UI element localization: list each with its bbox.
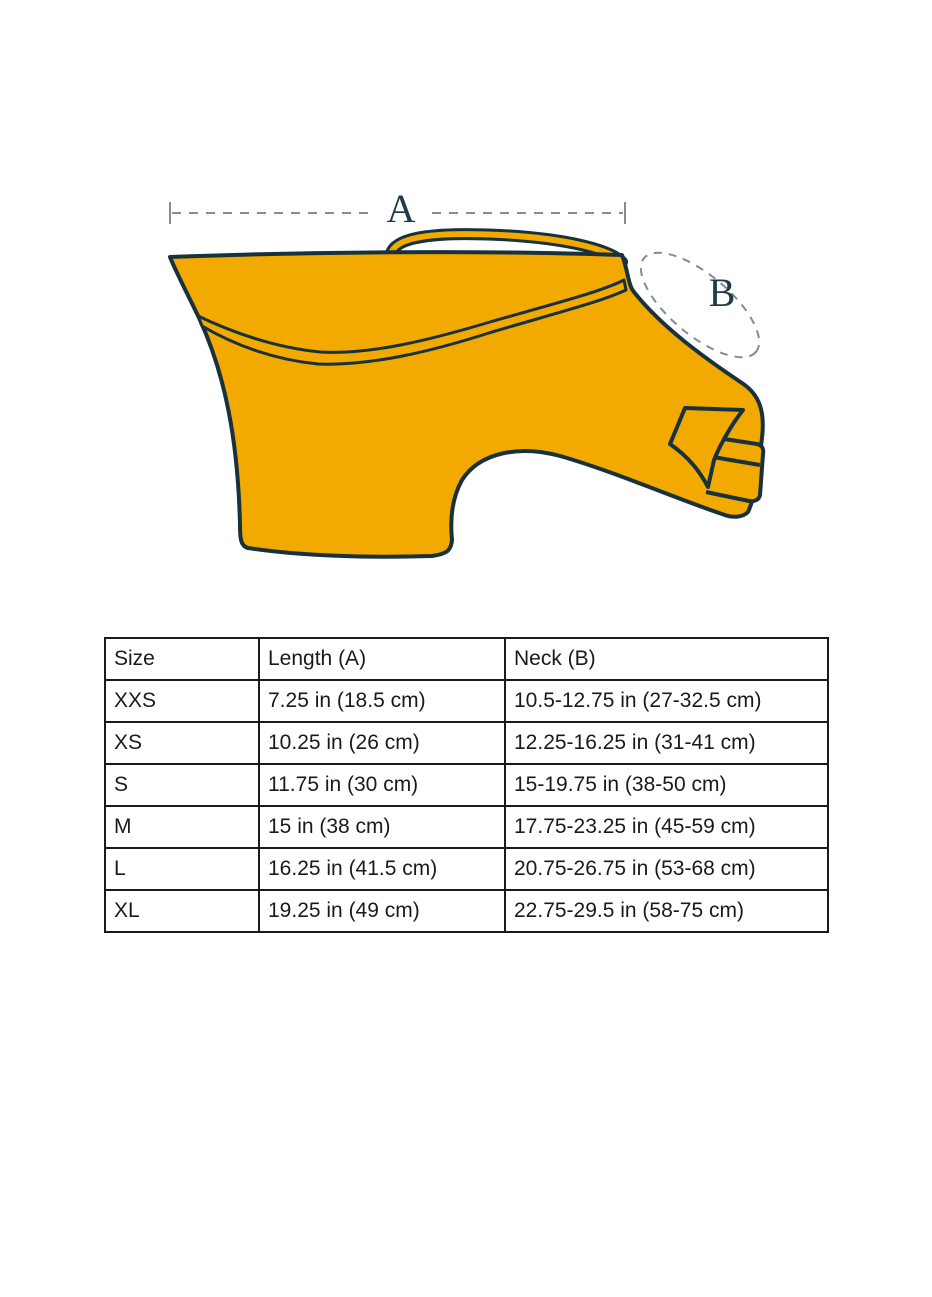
header-length: Length (A) (259, 638, 505, 680)
cell-size: XS (105, 722, 259, 764)
cell-length: 11.75 in (30 cm) (259, 764, 505, 806)
cell-length: 7.25 in (18.5 cm) (259, 680, 505, 722)
header-size: Size (105, 638, 259, 680)
coat-body (170, 252, 763, 557)
cell-neck: 12.25-16.25 in (31-41 cm) (505, 722, 828, 764)
cell-size: XXS (105, 680, 259, 722)
table-header-row (105, 638, 828, 680)
dog-coat-diagram (0, 0, 932, 600)
table-row (105, 722, 828, 764)
cell-neck: 22.75-29.5 in (58-75 cm) (505, 890, 828, 932)
table-row (105, 848, 828, 890)
table-row (105, 680, 828, 722)
cell-length: 10.25 in (26 cm) (259, 722, 505, 764)
cell-neck: 17.75-23.25 in (45-59 cm) (505, 806, 828, 848)
header-neck: Neck (B) (505, 638, 828, 680)
size-chart-table (104, 637, 829, 933)
cell-size: S (105, 764, 259, 806)
cell-size: XL (105, 890, 259, 932)
cell-size: L (105, 848, 259, 890)
cell-length: 15 in (38 cm) (259, 806, 505, 848)
dimension-b-label: B (708, 270, 736, 315)
cell-length: 19.25 in (49 cm) (259, 890, 505, 932)
cell-neck: 10.5-12.75 in (27-32.5 cm) (505, 680, 828, 722)
cell-neck: 15-19.75 in (38-50 cm) (505, 764, 828, 806)
cell-size: M (105, 806, 259, 848)
cell-neck: 20.75-26.75 in (53-68 cm) (505, 848, 828, 890)
table-row (105, 764, 828, 806)
dimension-a-label: A (386, 186, 416, 231)
cell-length: 16.25 in (41.5 cm) (259, 848, 505, 890)
table-row (105, 806, 828, 848)
table-row (105, 890, 828, 932)
